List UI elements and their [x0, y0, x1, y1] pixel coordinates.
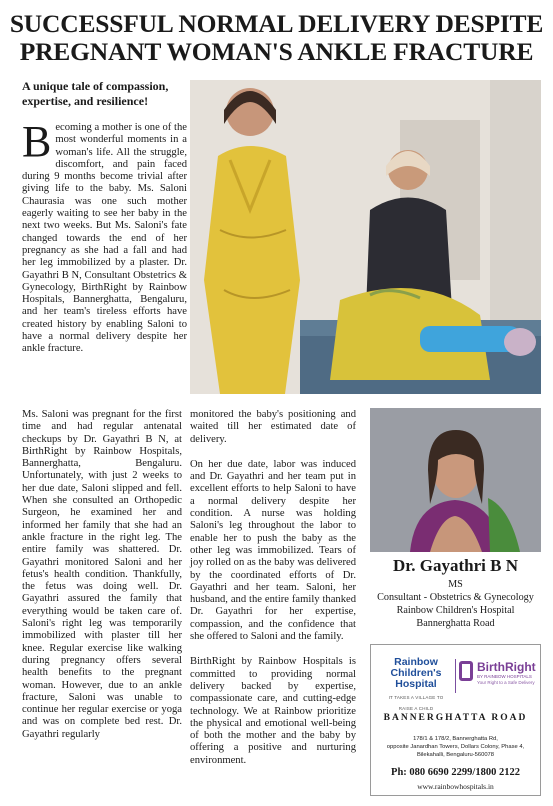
column-1-top: [22, 117, 187, 363]
website-link[interactable]: www.rainbowhospitals.in: [417, 782, 494, 791]
address-line-3: Bilekahalli, Bengaluru-560078: [416, 752, 495, 758]
birthright-motto: Your Right to a Safe Delivery: [477, 680, 535, 685]
address: [371, 735, 540, 759]
doctor-location: Bannerghatta Road: [416, 618, 495, 629]
birthright-by-line: BY RAINBOW HOSPITALS: [477, 674, 532, 679]
paragraph-delivery: On her due date, labor was induced and Dr. Gayathri and her team put in excellent efforts to help Saloni to have a normal delivery despite her condition. A nurse was holding Saloni's leg throughout the labor to enable her to push the baby as the other leg was immobilized. Tears of joy rolled on as the baby was delivered by the coordinated efforts of Dr. Gayathri and her team. Saloni, her husband, and the entire family thanked Dr. Gayathri for her expertise, compassion, and the confidence that she offered to Saloni and the family.: [190, 458, 356, 643]
phone-number: Ph: 080 6690 2299/1800 2122: [391, 767, 520, 778]
rainbow-childrens-hospital-logo: [381, 657, 451, 714]
paragraph-intro-text: ecoming a mother is one of the most wonderful moments in a woman's life. All the struggle, discomfort, and pain faced during 9 months become trivial after giving life to the baby. Ms. Saloni Chaurasia was one such mother eagerly waiting to see her baby in the next two weeks. But Ms. Saloni's fate changed towards the end of her pregnancy as she had a fall and had her leg immobilized by a plaster. Dr. Gayathri B N, Consultant Obstetrics & Gynecology, BirthRight by Rainbow Hospitals, Bannerghatta, Bengaluru, and her team's tireless efforts have created history by enabling Saloni to have a normal delivery despite her ankle fracture.: [22, 122, 187, 355]
paragraph-monitoring: monitored the baby's positioning and waited till her estimated date of delivery.: [190, 409, 356, 445]
article-title: [0, 10, 553, 66]
photo-doctor-with-patient-illustration: [190, 80, 541, 394]
doctor-hospital: Rainbow Children's Hospital: [396, 605, 515, 616]
column-1-bottom: [22, 409, 182, 748]
logo-rch-line-1: Rainbow: [394, 656, 438, 668]
logo-rch-tagline: IT TAKES A VILLAGE TO RAISE A CHILD: [388, 695, 444, 711]
drop-cap: B: [22, 117, 52, 166]
contact-box: [370, 644, 541, 796]
photo-doctor-portrait-illustration: [370, 408, 541, 552]
logo-rch-line-2: Children's: [390, 667, 442, 679]
logo-rch-line-3: Hospital: [395, 678, 437, 690]
doctor-name: Dr. Gayathri B N: [393, 556, 518, 575]
title-line-2: PREGNANT WOMAN'S ANKLE FRACTURE: [19, 37, 534, 66]
paragraph-birthright: BirthRight by Rainbow Hospitals is committed to providing normal delivery backed by expertise, compassionate care, and cutting-edge technology. We at Rainbow prioritize the physical and emotional well-being of both the mother and the baby by offering a positive and nurturing environment.: [190, 656, 356, 766]
address-line-2: opposite Janardhan Towers, Dollars Colony, Phase 4,: [386, 744, 525, 750]
logo-divider: [455, 659, 456, 693]
title-line-1: SUCCESSFUL NORMAL DELIVERY DESPITE: [9, 9, 544, 38]
column-2: [190, 409, 356, 774]
doctor-role: Consultant - Obstetrics & Gynecology: [377, 592, 534, 603]
birthright-name: BirthRight: [477, 660, 536, 674]
doctor-degree: MS: [448, 579, 463, 590]
photo-doctor-portrait: [370, 408, 541, 552]
photo-doctor-with-patient: [190, 80, 541, 394]
paragraph-pregnancy: Ms. Saloni was pregnant for the first time and had regular antenatal checkups by Dr. Gayathri B N, at BirthRight by Rainbow Hospitals, Bannerghatta, Bengaluru. Unfortunately, with just 2 weeks to her due date, Saloni slipped and fell. When she consulted an Orthopedic Surgeon, he examined her and informed her family that she had an ankle fracture in the right leg. The entire family was shattered. Dr. Gayathri monitored Saloni and her fetus's health condition. Thankfully, the fetus was doing well. Dr. Gayathri assured the family that everything would be taken care of. Saloni's right leg was temporarily immobilized with plaster till her knee. Regular exercise like walking during pregnancy offers several health benefits to the pregnant woman. However, due to an ankle fracture, Saloni was unable to continue her regular exercise or yoga and was on complete bed rest. Dr. Gayathri regularly: [22, 409, 182, 740]
branch-name: BANNERGHATTA ROAD: [383, 713, 528, 723]
paragraph-intro: [22, 117, 187, 356]
address-line-1: 178/1 & 178/2, Bannerghatta Rd,: [413, 736, 498, 742]
birthright-mark-icon: [459, 661, 473, 681]
article-subtitle: A unique tale of compassion, expertise, and resilience!: [22, 79, 169, 108]
